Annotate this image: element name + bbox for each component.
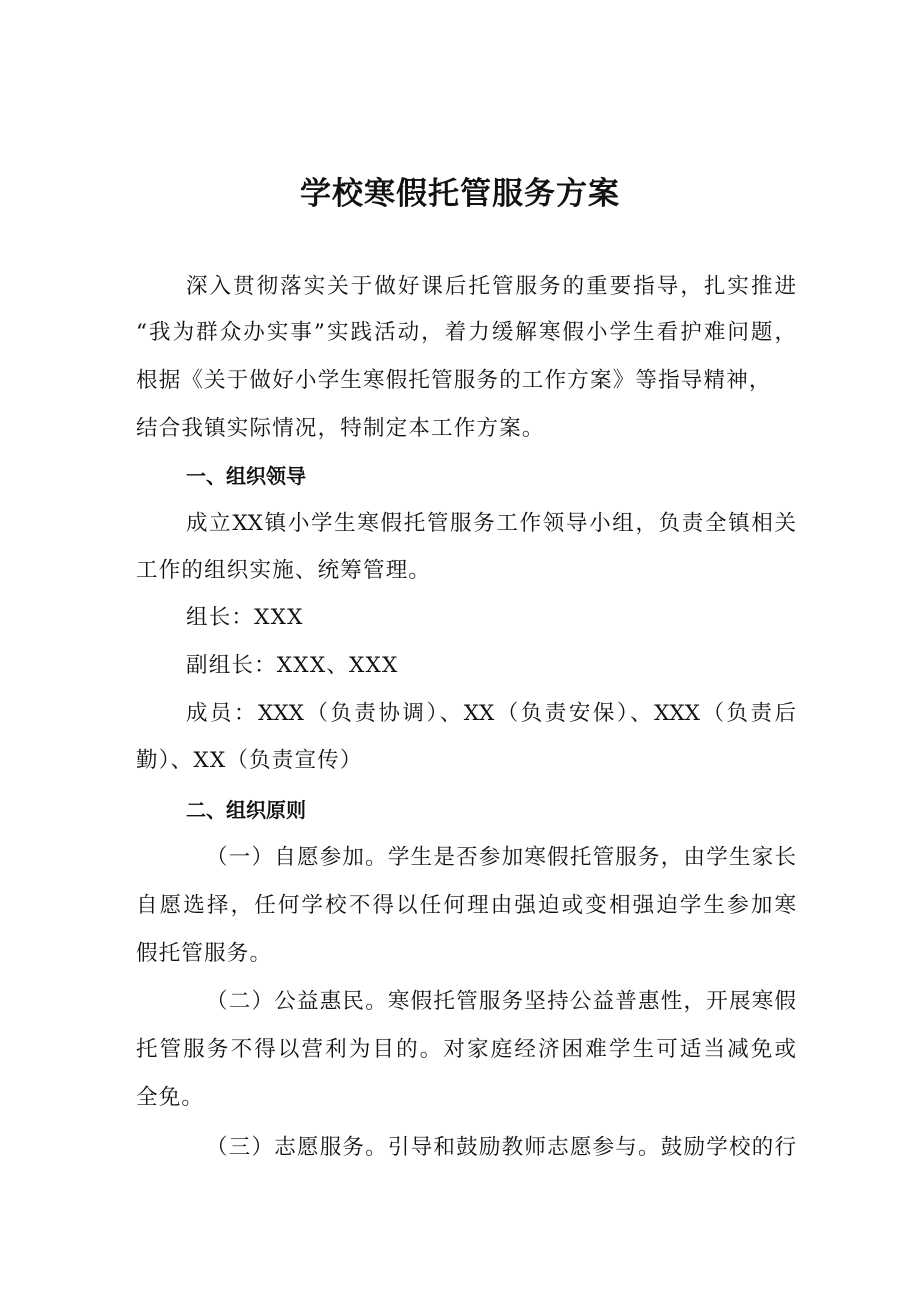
intro-line-1: 深入贯彻落实关于做好课后托管服务的重要指导，扎实推进 xyxy=(186,274,796,299)
section1-line-5: 成员：XXX（负责协调）、XX（负责安保）、XXX（负责后 xyxy=(186,701,796,726)
document-title: 学校寒假托管服务方案 xyxy=(300,176,620,212)
section2-line-1: （一）自愿参加。学生是否参加寒假托管服务，由学生家长 xyxy=(206,845,796,870)
section2-line-4: （二）公益惠民。寒假托管服务坚持公益普惠性，开展寒假 xyxy=(206,989,796,1014)
section1-line-2: 工作的组织实施、统筹管理。 xyxy=(136,558,432,583)
section1-line-1: 成立XX镇小学生寒假托管服务工作领导小组，负责全镇相关 xyxy=(186,511,796,536)
section2-line-6: 全免。 xyxy=(136,1085,205,1110)
section2-line-2: 自愿选择，任何学校不得以任何理由强迫或变相强迫学生参加寒 xyxy=(136,893,796,918)
section1-line-3: 组长：XXX xyxy=(186,605,304,630)
section-heading-2: 二、组织原则 xyxy=(186,798,306,822)
intro-line-3: 根据《关于做好小学生寒假托管服务的工作方案》等指导精神， xyxy=(136,368,772,393)
section1-line-6: 勤）、XX（负责宣传） xyxy=(136,748,363,773)
section1-line-4: 副组长：XXX、XXX xyxy=(186,653,399,678)
section2-line-5: 托管服务不得以营利为目的。对家庭经济困难学生可适当减免或 xyxy=(136,1037,796,1062)
section2-line-7: （三）志愿服务。引导和鼓励教师志愿参与。鼓励学校的行 xyxy=(206,1135,796,1160)
section-heading-1: 一、组织领导 xyxy=(186,464,306,488)
section2-line-3: 假托管服务。 xyxy=(136,941,273,966)
intro-line-2: “我为群众办实事”实践活动，着力缓解寒假小学生看护难问题， xyxy=(136,320,796,345)
intro-line-4: 结合我镇实际情况，特制定本工作方案。 xyxy=(136,416,545,441)
